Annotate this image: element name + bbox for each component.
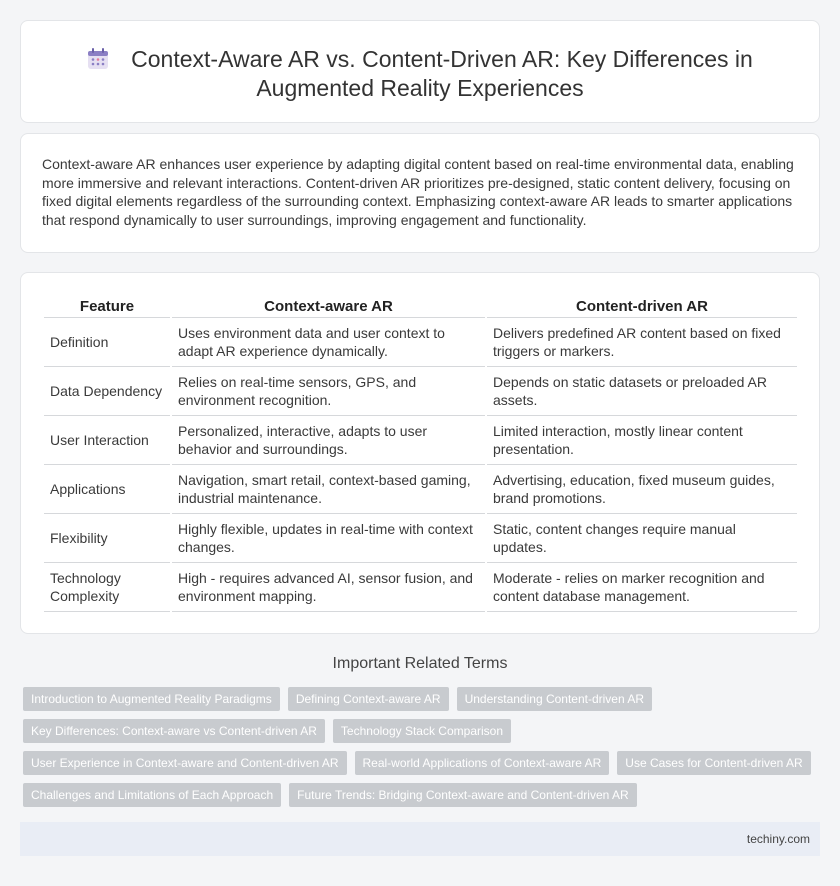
table-row — [44, 563, 797, 612]
related-term-tag[interactable]: Real-world Applications of Context-aware AR — [355, 751, 610, 775]
related-term-tag[interactable]: Introduction to Augmented Reality Paradigms — [23, 687, 280, 711]
table-row — [44, 318, 797, 367]
related-term-tag[interactable]: Future Trends: Bridging Context-aware and Content-driven AR — [289, 783, 637, 807]
cell-context-aware: Personalized, interactive, adapts to user behavior and surroundings. — [172, 416, 485, 465]
related-term-tag[interactable]: Understanding Content-driven AR — [457, 687, 652, 711]
related-term-tag[interactable]: Defining Context-aware AR — [288, 687, 449, 711]
related-term-tag[interactable]: Challenges and Limitations of Each Approach — [23, 783, 281, 807]
cell-context-aware: High - requires advanced AI, sensor fusion, and environment mapping. — [172, 563, 485, 612]
cell-feature: Technology Complexity — [44, 563, 170, 612]
cell-feature: User Interaction — [44, 416, 170, 465]
comparison-table — [42, 296, 799, 612]
cell-feature: Applications — [44, 465, 170, 514]
cell-content-driven: Limited interaction, mostly linear content presentation. — [487, 416, 797, 465]
tag-row — [23, 719, 803, 743]
tag-row — [23, 783, 803, 807]
table-row — [44, 514, 797, 563]
cell-context-aware: Highly flexible, updates in real-time with context changes. — [172, 514, 485, 563]
related-terms-title: Important Related Terms — [332, 655, 508, 672]
intro-card — [20, 133, 820, 253]
header-content-driven: Content-driven AR — [487, 296, 797, 318]
page-title-wrap — [21, 45, 819, 103]
related-terms-list — [23, 687, 803, 815]
cell-content-driven: Delivers predefined AR content based on fixed triggers or markers. — [487, 318, 797, 367]
header-feature: Feature — [44, 296, 170, 318]
tag-row — [23, 751, 803, 775]
cell-content-driven: Depends on static datasets or preloaded AR assets. — [487, 367, 797, 416]
cell-feature: Flexibility — [44, 514, 170, 563]
cell-feature: Data Dependency — [44, 367, 170, 416]
header-context-aware: Context-aware AR — [172, 296, 485, 318]
cell-content-driven: Moderate - relies on marker recognition and content database management. — [487, 563, 797, 612]
footer-site-link[interactable]: techiny.com — [746, 832, 810, 846]
title-card — [20, 20, 820, 123]
related-term-tag[interactable]: Use Cases for Content-driven AR — [617, 751, 810, 775]
cell-context-aware: Uses environment data and user context to adapt AR experience dynamically. — [172, 318, 485, 367]
table-row — [44, 416, 797, 465]
cell-context-aware: Relies on real-time sensors, GPS, and environment recognition. — [172, 367, 485, 416]
cell-content-driven: Static, content changes require manual updates. — [487, 514, 797, 563]
table-header-row — [44, 296, 797, 318]
related-term-tag[interactable]: User Experience in Context-aware and Content-driven AR — [23, 751, 347, 775]
related-term-tag[interactable]: Key Differences: Context-aware vs Content-driven AR — [23, 719, 325, 743]
cell-context-aware: Navigation, smart retail, context-based gaming, industrial maintenance. — [172, 465, 485, 514]
calendar-grid-icon — [87, 48, 109, 70]
footer-bar — [20, 822, 820, 856]
page-title: Context-Aware AR vs. Content-Driven AR: Key Differences in Augmented Reality Experiences — [131, 46, 753, 101]
cell-content-driven: Advertising, education, fixed museum guides, brand promotions. — [487, 465, 797, 514]
comparison-card — [20, 272, 820, 634]
table-row — [44, 367, 797, 416]
related-term-tag[interactable]: Technology Stack Comparison — [333, 719, 511, 743]
cell-feature: Definition — [44, 318, 170, 367]
table-row — [44, 465, 797, 514]
tag-row — [23, 687, 803, 711]
intro-paragraph: Context-aware AR enhances user experience by adapting digital content based on real-time environmental data, enabling more immersive and relevant interactions. Content-driven AR prioritizes pre-designed, static content delivery, focusing on fixed digital elements regardless of the surrounding context. Emphasizing context-aware AR leads to smarter applications that respond dynamically to user surroundings, improving engagement and functionality. — [42, 156, 794, 228]
